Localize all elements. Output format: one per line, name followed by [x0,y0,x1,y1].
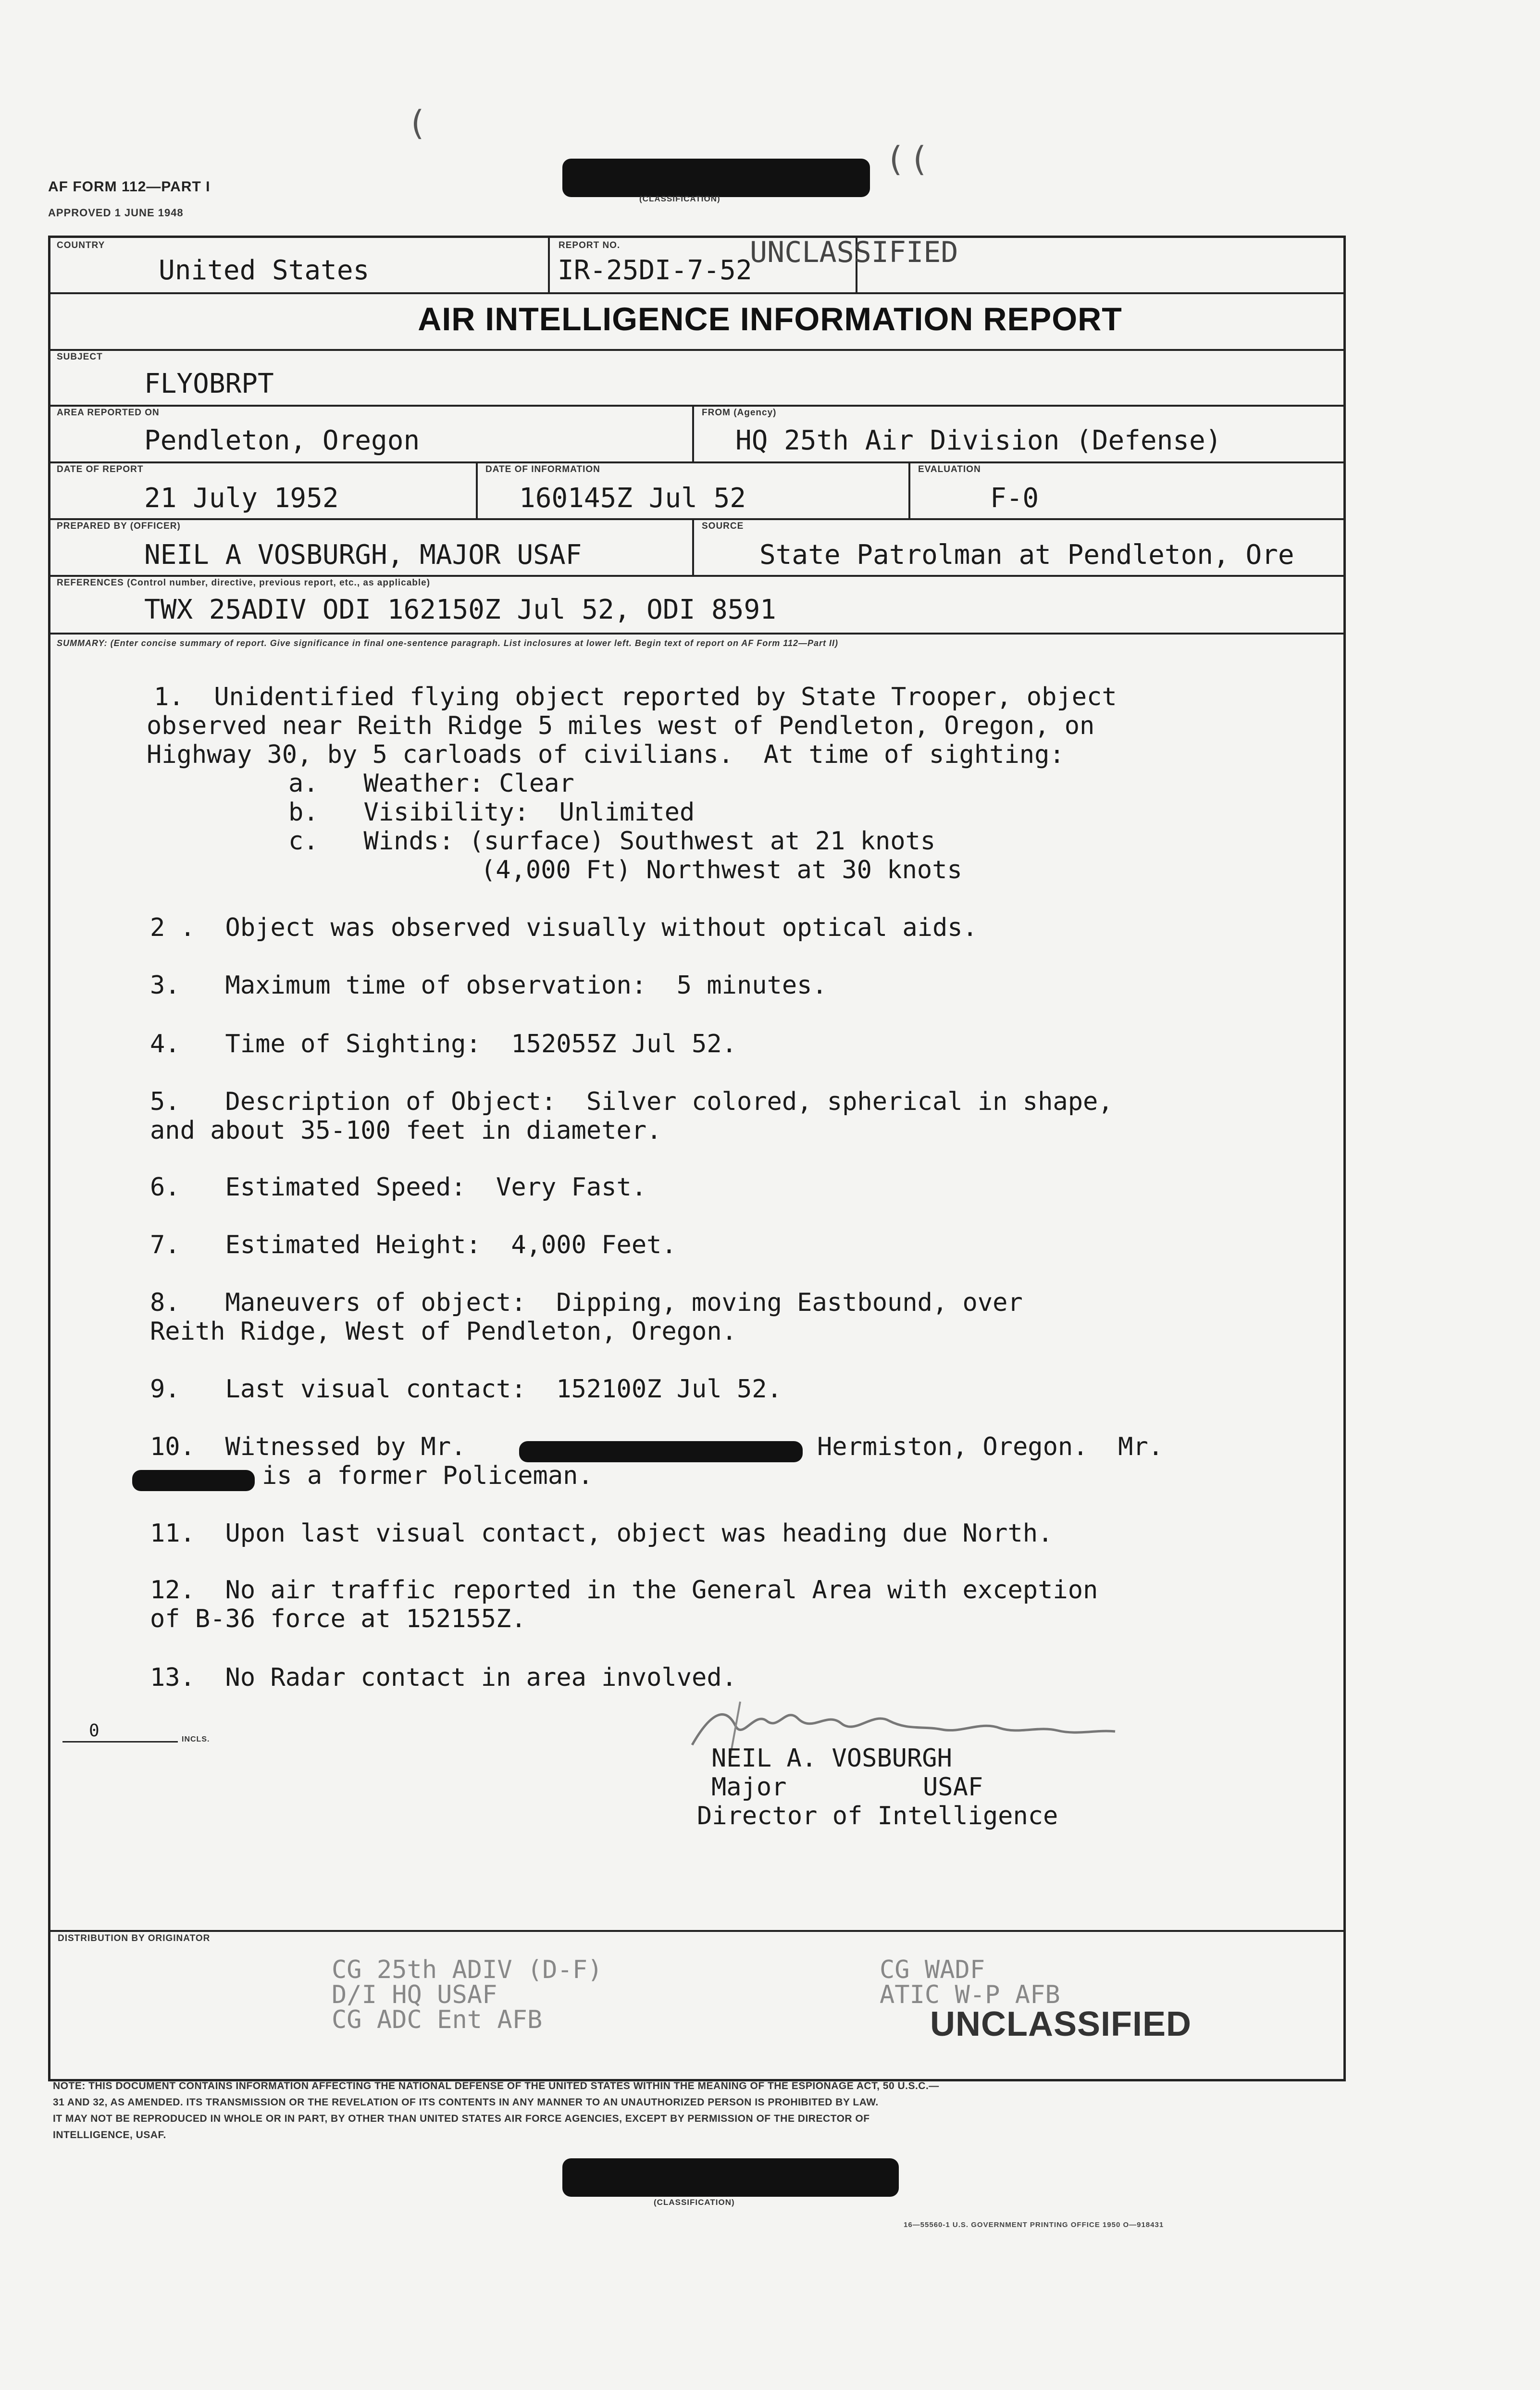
para-1-line-2: observed near Reith Ridge 5 miles west of Pendleton, Oregon, on [147,711,1095,740]
source-label: SOURCE [702,521,744,531]
evaluation-label: EVALUATION [918,464,981,474]
para-12-line-2: of B-36 force at 152155Z. [150,1605,526,1633]
distribution-col2-line-2: ATIC W-P AFB [880,1980,1060,2009]
stray-mark: ( ( [889,139,926,179]
para-7: 7. Estimated Height: 4,000 Feet. [150,1231,677,1259]
area-value: Pendleton, Oregon [144,425,420,456]
para-5-line-1: 5. Description of Object: Silver colored, spherical in shape, [150,1087,1113,1116]
para-1-c2: (4,000 Ft) Northwest at 30 knots [481,856,962,884]
form-id: AF FORM 112—PART I [48,179,211,195]
distribution-col1-line-2: D/I HQ USAF [332,1980,497,2009]
report-title: AIR INTELLIGENCE INFORMATION REPORT [418,301,1122,337]
references-label: REFERENCES (Control number, directive, previous report, etc., as applicable) [57,578,431,588]
prepared-by-value: NEIL A VOSBURGH, MAJOR USAF [144,539,582,571]
inclosures-label: INCLS. [182,1735,210,1743]
para-10-part-b: Hermiston, Oregon. Mr. [817,1432,1164,1461]
para-1-line-3: Highway 30, by 5 carloads of civilians. At time of sighting: [147,740,1065,769]
subject-label: SUBJECT [57,352,103,362]
unclassified-overlay: UNCLASSIFIED [750,236,958,269]
printing-office-line: 16—55560-1 U.S. GOVERNMENT PRINTING OFFICE 1950 O—918431 [904,2221,1164,2229]
source-value: State Patrolman at Pendleton, Ore [759,539,1294,571]
signer-name: NEIL A. VOSBURGH [711,1744,952,1773]
para-4: 4. Time of Sighting: 152055Z Jul 52. [150,1030,737,1058]
evaluation-value: F-0 [990,483,1039,514]
note-line-3: IT MAY NOT BE REPRODUCED IN WHOLE OR IN PART, BY OTHER THAN UNITED STATES AIR FORCE AGENCIES, EXCEPT BY PERMISSION OF THE DIRECTOR OF [53,2113,870,2124]
country-value: United States [159,255,370,286]
signer-title: Director of Intelligence [697,1802,1058,1830]
stray-mark: ( [411,103,424,143]
para-2: 2 . Object was observed visually without optical aids. [150,913,978,942]
date-of-report-value: 21 July 1952 [144,483,339,514]
country-label: COUNTRY [57,240,105,250]
para-5-line-2: and about 35-100 feet in diameter. [150,1116,662,1145]
signer-service: USAF [923,1773,983,1802]
distribution-col2-line-1: CG WADF [880,1955,985,1984]
para-11: 11. Upon last visual contact, object was heading due North. [150,1519,1053,1548]
para-10-part-c: is a former Policeman. [262,1461,593,1490]
inclosures-count: 0 [89,1721,99,1741]
from-value: HQ 25th Air Division (Defense) [735,425,1222,456]
approved-date: APPROVED 1 JUNE 1948 [48,207,184,219]
para-8-line-2: Reith Ridge, West of Pendleton, Oregon. [150,1317,737,1346]
para-1-b: b. Visibility: Unlimited [288,798,695,827]
classification-caption-bottom: (CLASSIFICATION) [654,2198,735,2207]
para-8-line-1: 8. Maneuvers of object: Dipping, moving Eastbound, over [150,1288,1023,1317]
redaction-bar-name-2 [132,1470,255,1491]
prepared-by-label: PREPARED BY (OFFICER) [57,521,181,531]
date-of-info-value: 160145Z Jul 52 [519,483,746,514]
para-13: 13. No Radar contact in area involved. [150,1663,737,1692]
para-1-a: a. Weather: Clear [288,769,574,798]
note-line-1: NOTE: THIS DOCUMENT CONTAINS INFORMATION AFFECTING THE NATIONAL DEFENSE OF THE UNITED STATES WITHIN THE MEANING OF THE ESPIONAGE ACT, 50 U.S.C.— [53,2080,939,2091]
distribution-col1-line-1: CG 25th ADIV (D-F) [332,1955,603,1984]
references-value: TWX 25ADIV ODI 162150Z Jul 52, ODI 8591 [144,594,776,625]
distribution-col1-line-3: CG ADC Ent AFB [332,2005,543,2034]
para-6: 6. Estimated Speed: Very Fast. [150,1173,647,1202]
para-9: 9. Last visual contact: 152100Z Jul 52. [150,1375,782,1404]
subject-value: FLYOBRPT [144,368,274,399]
summary-label: SUMMARY: (Enter concise summary of report. Give significance in final one-sentence paragraph. List inclosures at lower left. Begin text of report on AF Form 112—Part II) [57,638,838,648]
report-no-label: REPORT NO. [559,240,621,250]
redaction-bar-bottom [562,2158,899,2197]
date-of-info-label: DATE OF INFORMATION [485,464,600,474]
unclassified-stamp: UNCLASSIFIED [930,2005,1192,2043]
para-1-c: c. Winds: (surface) Southwest at 21 knots [288,827,936,856]
area-label: AREA REPORTED ON [57,408,160,418]
redaction-bar-name [519,1441,803,1462]
report-no-value: IR-25DI-7-52 [558,255,752,286]
signer-rank: Major [711,1773,787,1802]
distribution-label: DISTRIBUTION BY ORIGINATOR [58,1933,211,1943]
date-of-report-label: DATE OF REPORT [57,464,144,474]
para-12-line-1: 12. No air traffic reported in the General Area with exception [150,1576,1098,1605]
para-1-line-1: 1. Unidentified flying object reported by State Trooper, object [154,683,1117,711]
note-line-2: 31 AND 32, AS AMENDED. ITS TRANSMISSION OR THE REVELATION OF ITS CONTENTS IN ANY MANNER TO AN UNAUTHORIZED PERSON IS PROHIBITED BY LAW. [53,2097,879,2108]
redaction-bar-top [562,159,870,197]
classification-caption-top: (CLASSIFICATION) [639,194,720,203]
para-10-part-a: 10. Witnessed by Mr. [150,1432,466,1461]
note-line-4: INTELLIGENCE, USAF. [53,2129,166,2141]
para-3: 3. Maximum time of observation: 5 minutes. [150,971,827,1000]
from-label: FROM (Agency) [702,408,777,418]
